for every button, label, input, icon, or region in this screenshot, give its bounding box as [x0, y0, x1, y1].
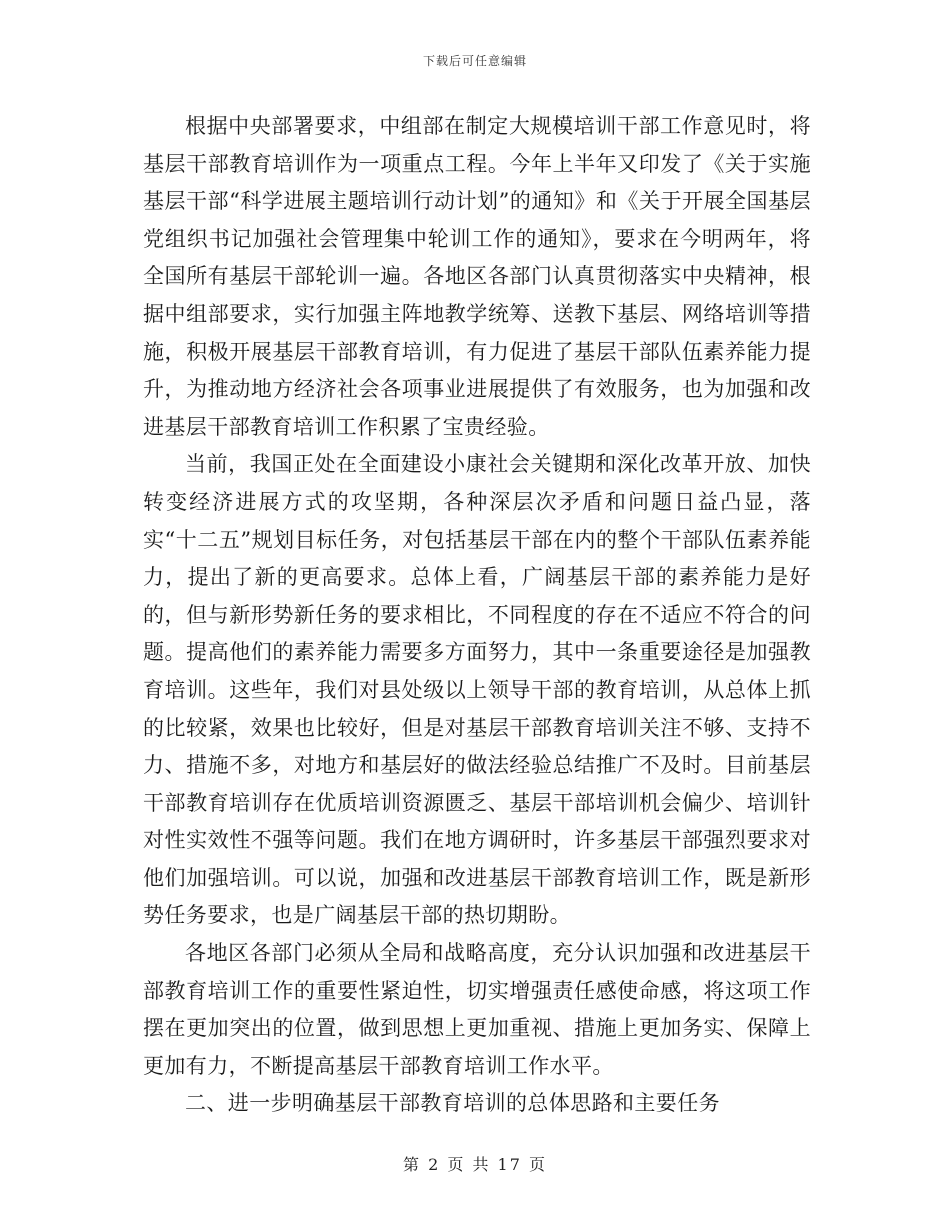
paragraph-3: 各地区各部门必须从全局和战略高度，充分认识加强和改进基层干部教育培训工作的重要性紧迫性，切实增强责任感使命感，将这项工作摆在更加突出的位置，做到思想上更加重视、措施上更加务实、保障上更加有力，不断提高基层干部教育培训工作水平。: [143, 941, 811, 1078]
paragraph-2: 当前，我国正处在全面建设小康社会关键期和深化改革开放、加快转变经济进展方式的攻坚期，各种深层次矛盾和问题日益凸显，落实“十二五”规划目标任务，对包括基层干部在内的整个干部队伍素养能力，提出了新的更高要求。总体上看，广阔基层干部的素养能力是好的，但与新形势新任务的要求相比，不同程度的存在不适应不符合的问题。提高他们的素养能力需要多方面努力，其中一条重要途径是加强教育培训。这些年，我们对县处级以上领导干部的教育培训，从总体上抓的比较紧，效果也比较好，但是对基层干部教育培训关注不够、支持不力、措施不多，对地方和基层好的做法经验总结推广不及时。目前基层干部教育培训存在优质培训资源匮乏、基层干部培训机会偏少、培训针对性实效性不强等问题。我们在地方调研时，许多基层干部强烈要求对他们加强培训。可以说，加强和改进基层干部教育培训工作，既是新形势任务要求，也是广阔基层干部的热切期盼。: [143, 452, 811, 928]
paragraph-1: 根据中央部署要求，中组部在制定大规模培训干部工作意见时，将基层干部教育培训作为一项重点工程。今年上半年又印发了《关于实施基层干部“科学进展主题培训行动计划”的通知》和《关于开展全国基层党组织书记加强社会管理集中轮训工作的通知》，要求在今明两年，将全国所有基层干部轮训一遍。各地区各部门认真贯彻落实中央精神，根据中组部要求，实行加强主阵地教学统筹、送教下基层、网络培训等措施，积极开展基层干部教育培训，有力促进了基层干部队伍素养能力提升，为推动地方经济社会各项事业进展提供了有效服务，也为加强和改进基层干部教育培训工作积累了宝贵经验。: [143, 114, 811, 439]
document-body: [143, 108, 811, 1123]
section-heading: 二、进一步明确基层干部教育培训的总体思路和主要任务: [185, 1091, 720, 1116]
header-note: 下载后可任意编辑: [422, 54, 527, 68]
page-number: 第 2 页 共 17 页: [403, 1155, 547, 1174]
